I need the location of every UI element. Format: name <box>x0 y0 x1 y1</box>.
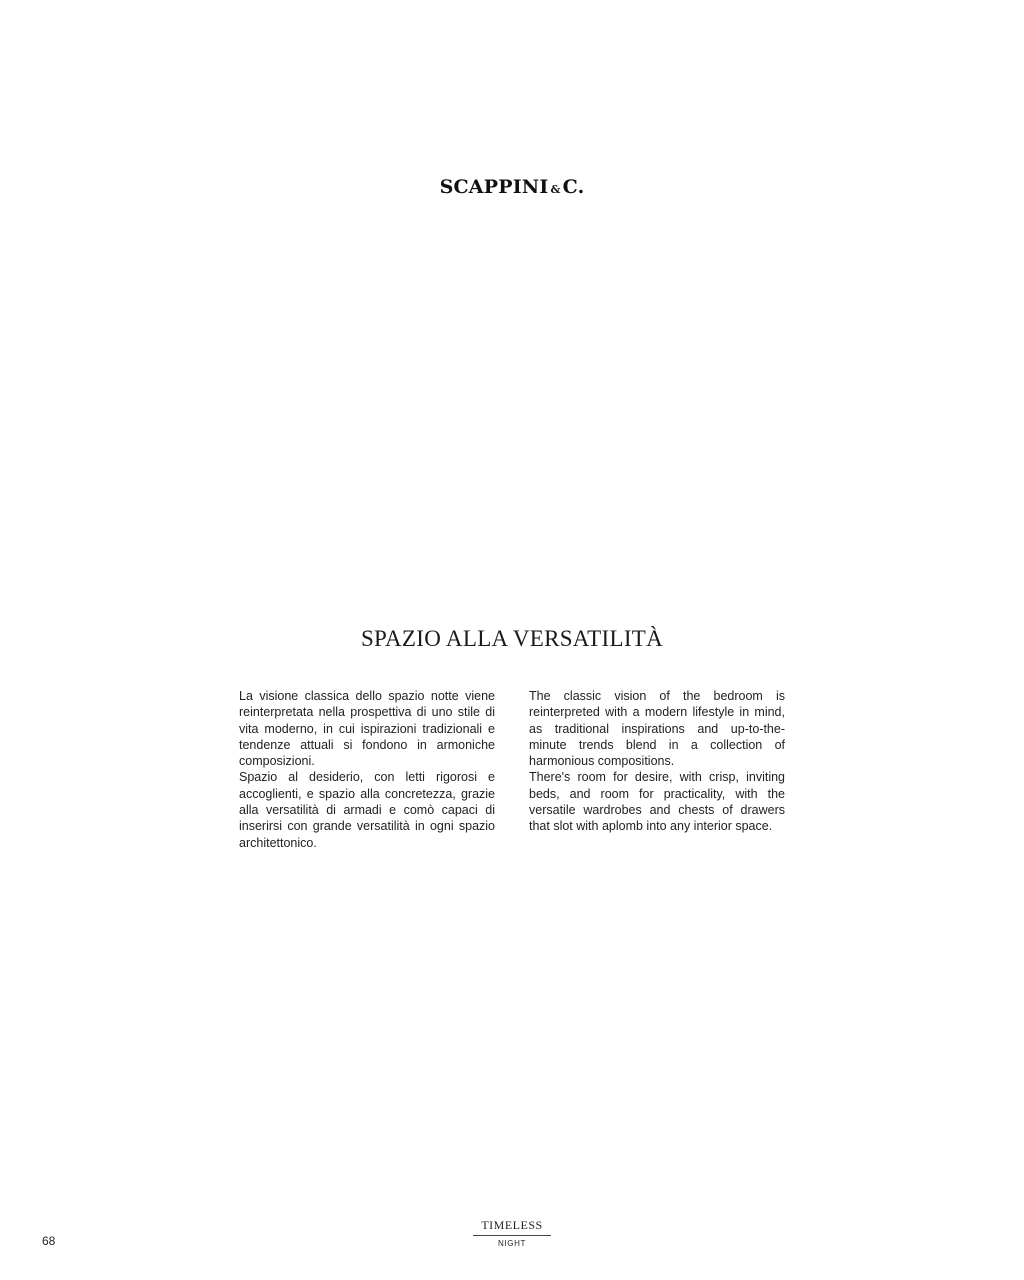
section-title: SPAZIO ALLA VERSATILITÀ <box>360 626 664 651</box>
italian-paragraph-2: Spazio al desiderio, con letti rigorosi e accoglienti, e spazio alla concretezza, grazie alla versatilità di armadi e comò capaci di inserirsi con grande versatilità in ogni spazio architettonico. <box>239 770 495 850</box>
footer-collection-subtitle: NIGHT <box>498 1239 526 1248</box>
english-paragraph-2: There's room for desire, with crisp, inviting beds, and room for practicality, with the versatile wardrobes and chests of drawers that slot with aplomb into any interior space. <box>529 770 785 834</box>
footer-collection-name: TIMELESS <box>481 1218 543 1232</box>
footer-collection-mark <box>472 1218 552 1248</box>
english-text-column <box>529 688 785 835</box>
brand-logo-name: SCAPPINI <box>439 176 549 198</box>
page-number: 68 <box>42 1234 56 1248</box>
italian-text-column <box>239 688 495 851</box>
brand-logo <box>0 176 1024 198</box>
brand-logo-suffix: C. <box>562 176 585 198</box>
brand-logo-ampersand: & <box>550 183 561 196</box>
italian-paragraph-1: La visione classica dello spazio notte viene reinterpretata nella prospettiva di uno stile di vita moderno, in cui ispirazioni tradizionali e tendenze attuali si fondono in armoniche composizioni. <box>239 689 495 769</box>
english-paragraph-1: The classic vision of the bedroom is reinterpreted with a modern lifestyle in mind, as traditional inspirations and up-to-the-minute trends blend in a collection of harmonious compositions. <box>529 689 785 769</box>
